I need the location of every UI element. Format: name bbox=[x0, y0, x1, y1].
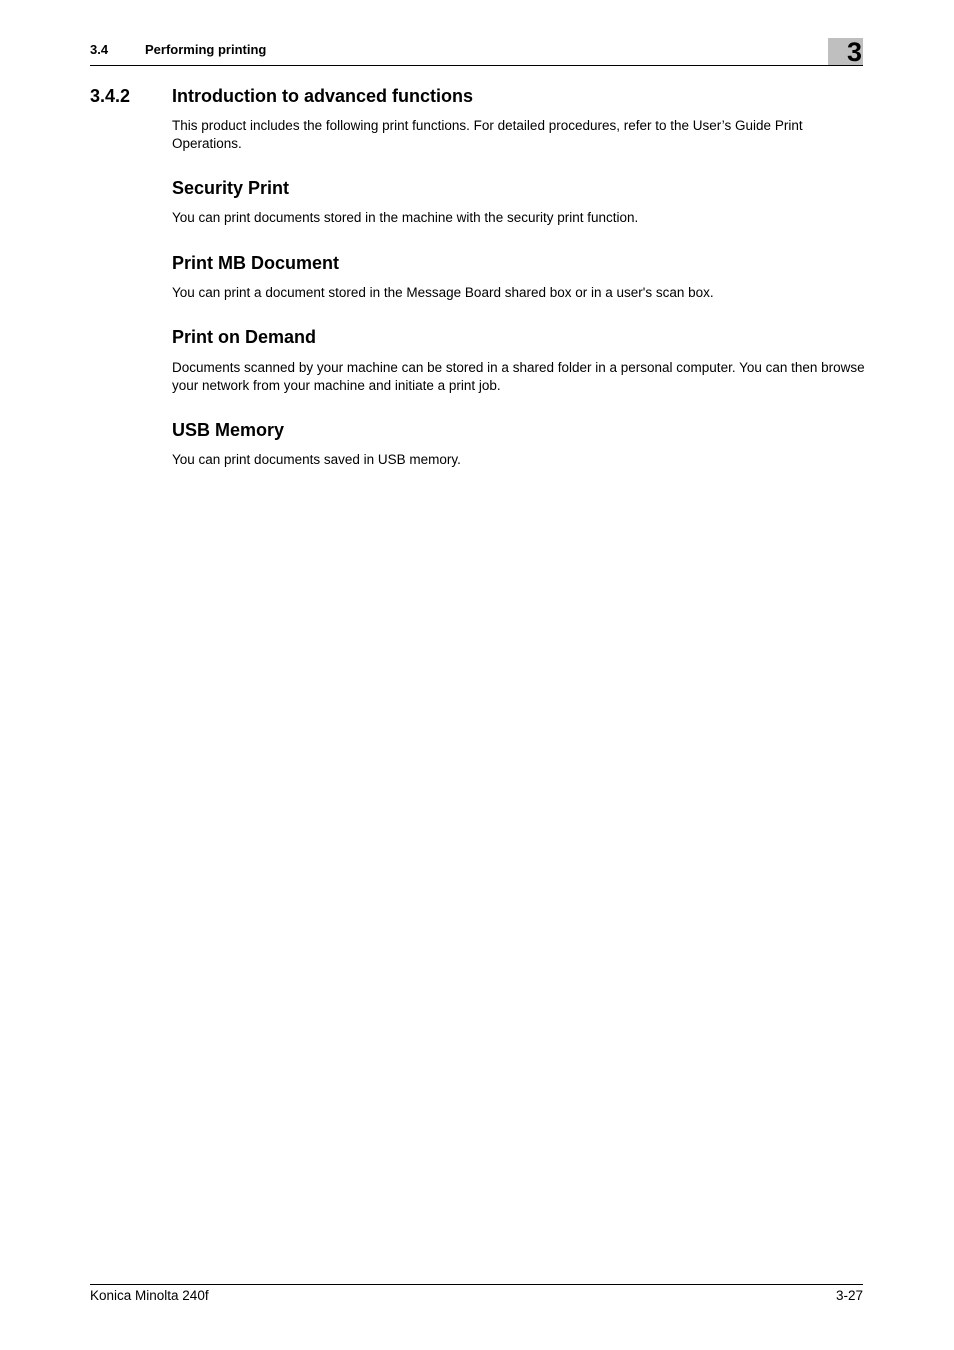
function-text-print-mb-document: You can print a document stored in the Message Board shared box or in a user's scan box. bbox=[172, 285, 714, 300]
function-text-print-on-demand: Documents scanned by your machine can be stored in a shared folder in a personal computer. You can then browse your network from your machine and initiate a print job. bbox=[172, 360, 865, 393]
section-number: 3.4.2 bbox=[90, 86, 131, 106]
footer-page-number: 3-27 bbox=[835, 1288, 863, 1303]
header-section-title: Performing printing bbox=[145, 42, 267, 57]
chapter-number: 3 bbox=[846, 37, 862, 67]
header-section-number: 3.4 bbox=[90, 42, 109, 57]
function-text-usb-memory: You can print documents saved in USB memory. bbox=[172, 452, 461, 467]
function-text-security-print: You can print documents stored in the machine with the security print function. bbox=[172, 210, 639, 225]
page-footer bbox=[90, 1284, 863, 1309]
function-heading-print-on-demand: Print on Demand bbox=[172, 327, 317, 347]
footer-product: Konica Minolta 240f bbox=[90, 1288, 209, 1303]
function-heading-security-print: Security Print bbox=[172, 178, 290, 198]
page-header bbox=[90, 38, 863, 66]
section-intro: This product includes the following print functions. For detailed procedures, refer to the User’s Guide Print Operations. bbox=[172, 118, 803, 151]
function-heading-usb-memory: USB Memory bbox=[172, 420, 285, 440]
section-title: Introduction to advanced functions bbox=[172, 86, 473, 106]
chapter-tab bbox=[828, 38, 863, 65]
section-heading bbox=[90, 86, 473, 107]
function-heading-print-mb-document: Print MB Document bbox=[172, 253, 340, 273]
